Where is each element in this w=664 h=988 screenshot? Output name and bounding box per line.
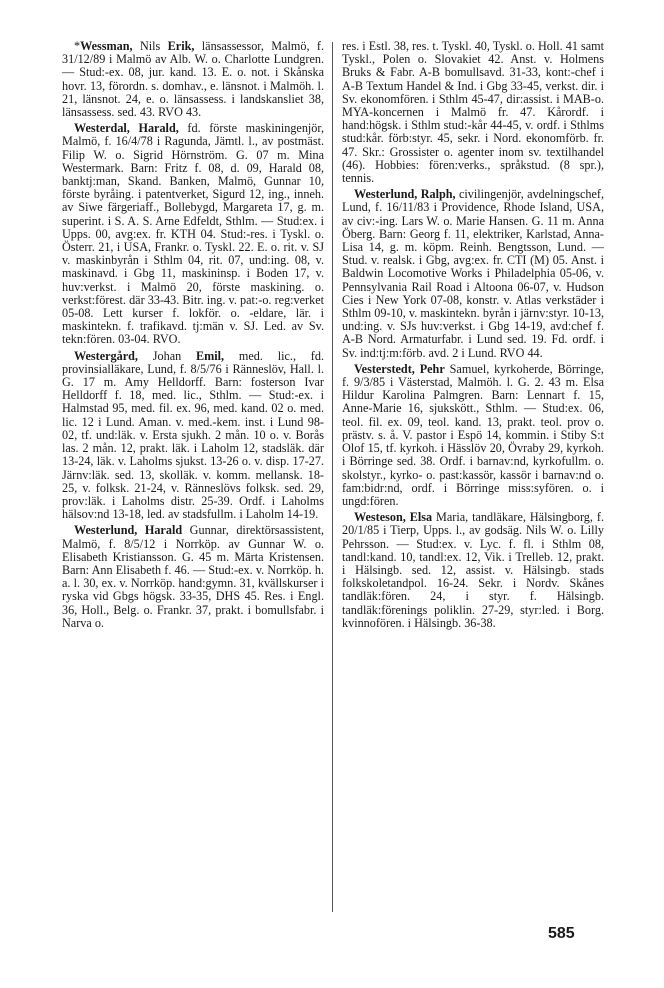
entry-continuation: [342, 40, 604, 185]
entry-surname: Vesterstedt, Pehr: [354, 361, 445, 376]
entry-surname: Wessman,: [80, 39, 133, 53]
entry-body: Gunnar, direktörsassistent, Malmö, f. 8/5/12 i Norrköp. av Gunnar W. o. Elisabeth Kristiansson. G. 45 m. Märta Kristensen. Barn: Ann Elisabeth f. 46. — Stud:-ex. v. Norrköp. h. a. l. 30, ex. v. Norrköp. hand:gymn. 31, kvällskurser i ryska vid Gbgs högsk. 33-35, DHS 45. Res. i Engl. 36, Holl., Belg. o. Frankr. 37, prakt. i bomullsfabr. i Narva o.: [62, 523, 325, 630]
left-column: [62, 40, 324, 633]
entry-surname: Westeson, Elsa: [354, 510, 433, 525]
entry-surname: Westergård,: [74, 348, 138, 363]
page-number: 585: [548, 925, 575, 942]
entry-body: med. lic., fd. provinsialläkare, Lund, f. 8/5/76 i Ränneslöv, Hall. l. G. 17 m. Amy Helldorff. Barn: fosterson Ivar Helldorff f. 18, med. lic., Sthlm. — Stud:-ex. i Halmstad 95, med. fil. ex. 96, med. kand. 02 o. med. lic. 12 i Lund. Aman. v. med.-kem. inst. i Lund 98-02, tf. und:läk. v. Ersta sjukh. 2 mån. 10 o. v. Borås las. 2 mån. 12, prakt. läk. i Laholm 12, stadsläk. där 13-24, läk. v. Laholms sjukst. 13-26 o. v. disp. 17-27. Järnv:läk. sed. 13, skolläk. v. komm. mellansk. 18-25, v. folksk. 21-24, v. Ränneslövs folksk. sed. 29, prov:läk. i Laholms distr. 25-39. Ordf. i Laholms hälsov:nd 13-18, led. av stadsfullm. i Laholm 14-19.: [62, 348, 324, 522]
entry-westergard: [62, 350, 324, 522]
entry-body: fd. förste maskiningenjör, Malmö, f. 16/4/78 i Ragunda, Jämtl. l., av postmäst. Filip W. o. Sigrid Hörnström. G. 07 m. Mina Westermark. Barn: Fritz f. 08, d. 09, Harald 08, banktj:man, Skand. Banken, Malmö, Gunnar 10, förste byråing. i patentverket, Sigurd 12, ing., inneh. av Siwe färgeriaff., Bollebygd, Margareta 17, g. m. superint. i S. A. S. Arne Edfeldt, Sthlm. — Stud:ex. i Upps. 00, avg:ex. fr. KTH 04. Stud:-res. i Tyskl. o. Österr. 21, i USA, Frankr. o. Tyskl. 22. E. o. rit. v. SJ v. maskinbyrån i Sthlm 04, rit. 07, und:ing. 08, v. maskinavd. i Gbg 11, maskininsp. i Boden 17, v. huv:verkst. i Malmö 20, förste maskining. o. verkst:förest. där 33-43. Bitr. ing. v. pat:-o. reg:verket 05-08. Lett kurser f. lokför. o. -eldare, lär. i maskintekn. f. trafikavd. tj:män v. SJ. Led. av Sv. tekn:fören. 03-04. RVO.: [62, 121, 325, 347]
entry-call-name: Erik,: [167, 39, 195, 53]
column-divider: [332, 42, 333, 912]
right-column: [342, 40, 604, 633]
entry-body: Samuel, kyrkoherde, Börringe, f. 9/3/85 i Västerstad, Malmöh. l. G. 2. 43 m. Elsa Hildur Karolina Palmgren. Barn: Lennart f. 15, Anne-Marie 16, sjukskött., Sthlm. — Stud:ex. 06, teol. fil. ex. 09, teol. kand. 13, prakt. teol. prov o. prästv. s. å. V. pastor i Espö 14, kommin. i Stiby S:t Olof 15, tf. kyrkoh. i Hässlöv 20, Övraby 29, kyrkoh. i Börringe sed. 38. Ordf. i barnav:nd, kyrkofullm. o. skolstyr., kyrko- o. past:kassör, kassör i barnav:nd o. fam:bidr:nd, ordf. i Börringe miss:syfören. o. i ungd:fören.: [342, 361, 604, 508]
entry-westerlund-harald: [62, 524, 324, 630]
entry-vesterstedt: [342, 363, 604, 508]
entry-westerlund-ralph: [342, 188, 604, 360]
entry-wessman: [62, 40, 324, 119]
entry-surname: Westerdal, Harald,: [74, 121, 179, 136]
entry-body: res. i Estl. 38, res. t. Tyskl. 40, Tyskl. o. Holl. 41 samt Tyskl., Polen o. Slovakiet 42. Anst. v. Holmens Bruks & Fabr. A-B bomullsavd. 31-33, kont:-chef i A-B Textum Handel & Ind. i Gbg 33-45, verkst. dir. i Sv. ekonomfören. i Sthlm 45-47, dir:assist. i MAB-o. MYA-koncernen i Malmö fr. 47. Kårordf. i hand:högsk. i Sthlm stud:-kår 44-45, v. ordf. i Sthlms stud:kår. förb:styr. 45, sekr. i Nord. ekonomförb. fr. 47. Skr.: Grossister o. agenter inom sv. textilhandel (46). Hobbies: fören:verks., språkstud. (8 spr.), tennis.: [342, 39, 604, 186]
entry-given-name: Nils: [139, 39, 161, 53]
entry-given-name: Johan: [152, 348, 182, 363]
entry-westerdal: [62, 122, 324, 346]
entry-marker: *: [74, 39, 81, 53]
entry-surname: Westerlund, Harald: [74, 523, 183, 538]
entry-surname: Westerlund, Ralph,: [354, 187, 456, 202]
entry-westeson: [342, 511, 604, 630]
entry-call-name: Emil,: [196, 348, 225, 363]
entry-body: länsassessor, Malmö, f. 31/12/89 i Malmö av Alb. W. o. Charlotte Lundgren. — Stud:-ex. 08, jur. kand. 13. E. o. not. i Skånska hovr. 13, förordn. s. domhav., e. länsnot. i Malmöh. l. 21, länsnot. 24, e. o. länsassess. i landskansliet 38, länsassess. sed. 43. RVO 43.: [62, 39, 325, 120]
entry-body: civilingenjör, avdelningschef, Lund, f. 16/11/83 i Providence, Rhode Island, USA, av civ:-ing. Lars W. o. Marie Hansen. G. 11 m. Anna Öberg. Barn: Georg f. 11, elektriker, Karlstad, Anna-Lisa 14, g. m. köpm. Reinh. Bengtsson, Lund. — Stud. v. realsk. i Gbg, avg:ex. fr. CTI (M) 05. Anst. i Baldwin Locomotive Works i Philadelphia 05-06, v. Pennsylvania Rail Road i Altoona 06-07, v. Hudson Cies i New York 07-08, konstr. v. Atlas verkstäder i Sthlm 09-10, v. maskintekn. byrån i järnv:styr. 10-13, und:ing. v. SJs huv:verkst. i Gbg 14-19, avd:chef f. A-B Nord. Armaturfabr. i Lund sed. 19. Fd. ordf. i Sv. ind:tj:m:förb. avd. 2 i Lund. RVO 44.: [342, 187, 605, 360]
entry-body: Maria, tandläkare, Hälsingborg, f. 20/1/85 i Tierp, Upps. l., av godsäg. Nils W. o. Lilly Pehrsson. — Stud:ex. v. Lyc. f. fl. i Sthlm 08, tandl:kand. 10, tandl:ex. 12, Vik. i Trelleb. 12, prakt. i Hälsingb. sed. 12, assist. v. Hälsingb. stads folkskoletandpol. 16-24. Sekr. i Nordv. Skånes tandläk:fören. 24, i styr. f. Hälsingb. tandläk:förenings poliklin. 27-29, styr:led. i Borg. kvinnofören. i Hälsingb. 36-38.: [342, 510, 604, 630]
